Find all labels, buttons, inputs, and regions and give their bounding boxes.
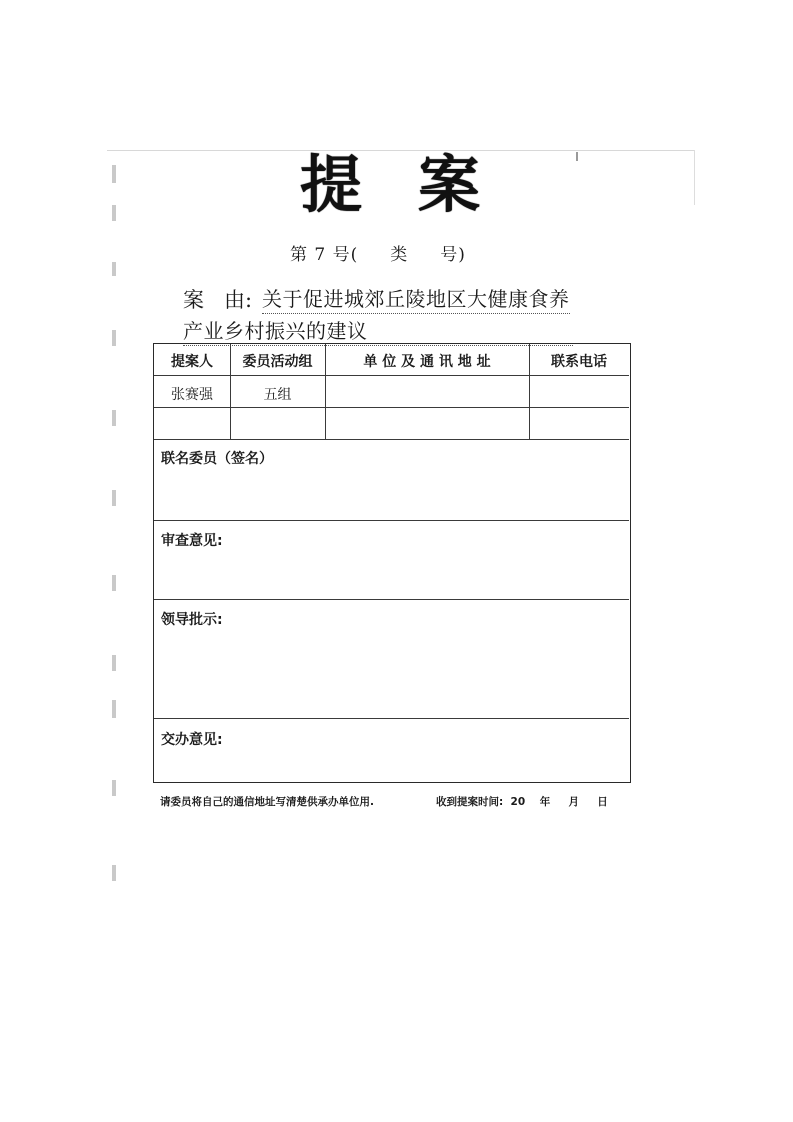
binding-mark: [112, 655, 116, 671]
document-title-char-1: 提: [300, 148, 363, 221]
binding-mark: [112, 865, 116, 881]
binding-mark: [112, 205, 116, 221]
proposal-form: [153, 343, 631, 783]
review-opinion-label: 审查意见:: [161, 533, 223, 549]
header-proposer: 提案人: [171, 354, 213, 370]
document-title-char-2: 案: [418, 148, 481, 221]
assignment-opinion-label: 交办意见:: [161, 732, 223, 748]
cosigners-label: 联名委员（签名）: [161, 451, 273, 467]
row-divider: [154, 375, 629, 376]
header-phone: 联系电话: [551, 354, 607, 370]
case-label: 案 由:: [183, 288, 253, 312]
binding-mark: [112, 780, 116, 796]
section-divider: [154, 520, 629, 521]
header-activity-group: 委员活动组: [242, 354, 313, 370]
footer-received-date: 收到提案时间: 20 年 月 日: [436, 796, 608, 808]
binding-mark: [112, 330, 116, 346]
row-divider: [154, 439, 629, 440]
binding-mark: [112, 575, 116, 591]
top-rule: [107, 150, 695, 151]
binding-mark: [112, 490, 116, 506]
leader-instruction-label: 领导批示:: [161, 612, 223, 628]
header-address: 单 位 及 通 讯 地 址: [363, 354, 491, 370]
page-edge: [694, 150, 695, 205]
binding-mark: [112, 410, 116, 426]
row-divider: [154, 407, 629, 408]
proposal-number: 第 7 号( 类 号): [290, 245, 466, 265]
binding-mark: [112, 700, 116, 718]
case-subject-line-1: 关于促进城郊丘陵地区大健康食养: [262, 283, 570, 314]
proposer-name: 张赛强: [171, 387, 213, 403]
scan-mark: [576, 152, 578, 161]
section-divider: [154, 599, 629, 600]
binding-mark: [112, 262, 116, 276]
section-divider: [154, 718, 629, 719]
case-subject-line-2: 产业乡村振兴的建议: [183, 315, 573, 346]
binding-mark: [112, 165, 116, 183]
activity-group-value: 五组: [263, 387, 292, 403]
footer-note: 请委员将自己的通信地址写清楚供承办单位用.: [160, 796, 374, 808]
